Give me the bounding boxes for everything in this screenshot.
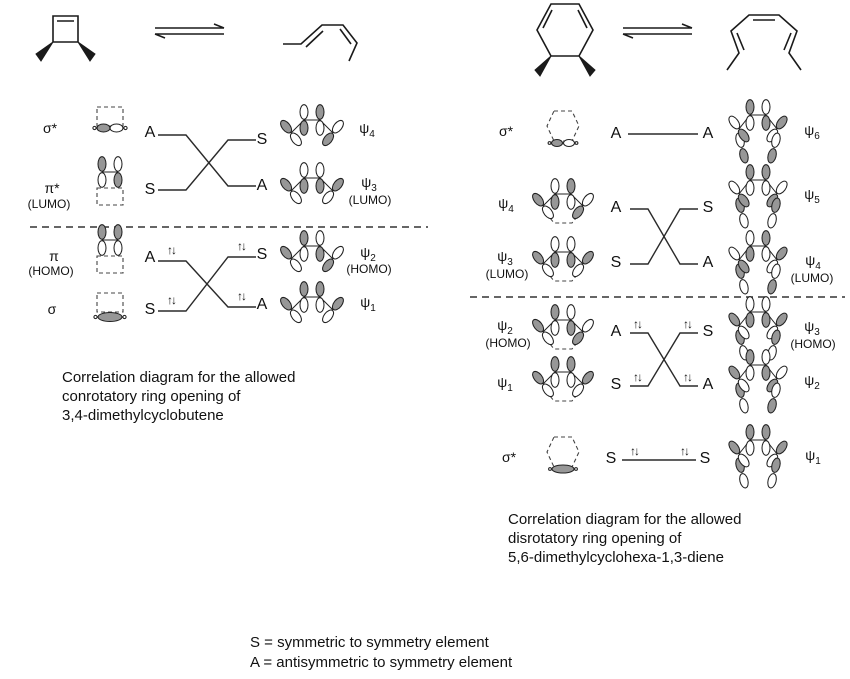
- symmetry-legend: [250, 633, 512, 673]
- electron-pair-icon: ↑↓: [633, 370, 641, 384]
- sym-psi1-right-left: S: [610, 376, 622, 393]
- orbital-sigma-star-cyclobutene-icon: [93, 107, 127, 132]
- orbital-psi6-hexatriene-icon: [727, 100, 789, 164]
- psi1-label-right-right: $\psi_1$: [805, 447, 821, 467]
- equilibrium-arrows-icon: [623, 24, 692, 38]
- caption-left: [62, 368, 295, 425]
- electron-pair-icon: ↑↓: [167, 293, 175, 307]
- sym-sigma-star-right: A: [610, 125, 622, 142]
- homo-note-psi2: (HOMO): [346, 262, 392, 276]
- orbital-sigma-cyclohexadiene-icon: [547, 437, 579, 473]
- lumo-note-right-right: (LUMO): [790, 271, 834, 285]
- orbital-psi3-hexatriene-icon: [727, 297, 789, 361]
- pi-label-left: π: [49, 248, 59, 264]
- cyclohexadiene-structure: [535, 4, 595, 76]
- psi2-label-right-left: $\psi_2$: [497, 317, 513, 337]
- sym-psi3-right-left: S: [610, 254, 622, 271]
- sym-psi3-left-panel: A: [256, 177, 268, 194]
- psi2-label-right-right: $\psi_2$: [804, 372, 820, 392]
- hexadiene-structure: [283, 25, 357, 61]
- legend-antisymmetric-line: A = antisymmetric to symmetry element: [250, 654, 513, 671]
- orbital-psi4-butadiene-icon: [278, 105, 345, 148]
- orbital-psi3-cyclohexadiene-icon: [530, 237, 595, 281]
- lumo-note-left: (LUMO): [27, 197, 71, 211]
- octatriene-structure: [727, 15, 801, 70]
- sym-psi5-right: S: [702, 199, 714, 216]
- caption-right: [508, 510, 741, 567]
- homo-note-right-right: (HOMO): [790, 337, 836, 351]
- caption-right-line2: disrotatory ring opening of: [508, 530, 682, 547]
- lumo-note-right-left: (LUMO): [485, 267, 529, 281]
- sigma-star-label-right-bottom: σ*: [501, 449, 517, 465]
- sym-psi2-left-panel: S: [256, 246, 268, 263]
- psi4-label: $\psi_4$: [359, 120, 375, 140]
- homo-note-left: (HOMO): [28, 264, 74, 278]
- sym-psi1-left-panel: A: [256, 296, 268, 313]
- electron-pair-icon: ↑↓: [683, 370, 691, 384]
- electron-pair-icon: ↑↓: [630, 444, 638, 458]
- psi4-label-right-left: $\psi_4$: [498, 195, 514, 215]
- electron-pair-icon: ↑↓: [680, 444, 688, 458]
- electron-pair-icon: ↑↓: [633, 317, 641, 331]
- sym-psi1-right-right: S: [699, 450, 711, 467]
- orbital-psi2-butadiene-icon: [278, 231, 345, 274]
- caption-left-line1: Correlation diagram for the allowed: [62, 369, 296, 386]
- caption-left-line3: 3,4-dimethylcyclobutene: [62, 407, 224, 424]
- psi4-label-right-right: $\psi_4$: [805, 252, 821, 272]
- psi3-label: $\psi_3$: [361, 174, 377, 194]
- pi-star-label-left: π*: [44, 180, 60, 196]
- sym-psi4-right-right: A: [702, 254, 714, 271]
- caption-right-line1: Correlation diagram for the allowed: [508, 511, 742, 528]
- electron-pair-icon: ↑↓: [683, 317, 691, 331]
- lumo-note-psi3: (LUMO): [348, 193, 392, 207]
- psi2-label: $\psi_2$: [360, 244, 376, 264]
- homo-note-right-left: (HOMO): [485, 336, 531, 350]
- electron-pair-icon: ↑↓: [237, 239, 245, 253]
- caption-right-line3: 5,6-dimethylcyclohexa-1,3-diene: [508, 549, 724, 566]
- electron-pair-icon: ↑↓: [167, 243, 175, 257]
- orbital-psi1-butadiene-icon: [278, 282, 345, 325]
- electron-pair-icon: ↑↓: [237, 289, 245, 303]
- psi6-label: $\psi_6$: [804, 122, 820, 142]
- cyclobutene-structure: [36, 16, 95, 61]
- orbital-psi2-hexatriene-icon: [727, 350, 789, 414]
- sigma-star-label-left: σ*: [42, 120, 58, 136]
- equilibrium-arrows-icon: [155, 24, 224, 38]
- sym-psi4-right-left: A: [610, 199, 622, 216]
- orbital-psi2-cyclohexadiene-icon: [530, 305, 595, 349]
- orbital-psi1-cyclohexadiene-icon: [530, 357, 595, 401]
- sym-psi2-right-right: A: [702, 376, 714, 393]
- sym-sigma-right-left: S: [605, 450, 617, 467]
- orbital-psi5-hexatriene-icon: [727, 165, 789, 229]
- orbital-psi1-hexatriene-icon: [727, 425, 789, 489]
- sym-psi3-right-right: S: [702, 323, 714, 340]
- sym-pi-star-left: S: [144, 181, 156, 198]
- psi3-label-right-left: $\psi_3$: [497, 248, 513, 268]
- sym-psi2-right-left: A: [610, 323, 622, 340]
- orbital-sigma-cyclobutene-icon: [94, 293, 126, 322]
- orbital-pi-star-cyclobutene-icon: [97, 157, 123, 205]
- psi1-label: $\psi_1$: [360, 294, 376, 314]
- psi5-label: $\psi_5$: [804, 186, 820, 206]
- sigma-star-label-right-top: σ*: [498, 123, 514, 139]
- sym-psi4-left-panel: S: [256, 131, 268, 148]
- orbital-pi-cyclobutene-icon: [97, 225, 123, 273]
- sym-pi-left: A: [144, 249, 156, 266]
- orbital-psi4-hexatriene-icon: [727, 231, 789, 295]
- sigma-label-left: σ: [47, 301, 57, 317]
- sym-sigma-left: S: [144, 301, 156, 318]
- correlation-lines-left: [158, 135, 256, 311]
- psi3-label-right-right: $\psi_3$: [804, 318, 820, 338]
- caption-left-line2: conrotatory ring opening of: [62, 388, 241, 405]
- orbital-psi3-butadiene-icon: [278, 163, 345, 206]
- sym-sigma-star-left: A: [144, 124, 156, 141]
- legend-symmetric-line: S = symmetric to symmetry element: [250, 634, 489, 651]
- psi1-label-right-left: $\psi_1$: [497, 374, 513, 394]
- sym-psi6-right: A: [702, 125, 714, 142]
- orbital-sigma-star-cyclohexadiene-icon: [547, 111, 579, 147]
- orbital-psi4-cyclohexadiene-icon: [530, 179, 595, 223]
